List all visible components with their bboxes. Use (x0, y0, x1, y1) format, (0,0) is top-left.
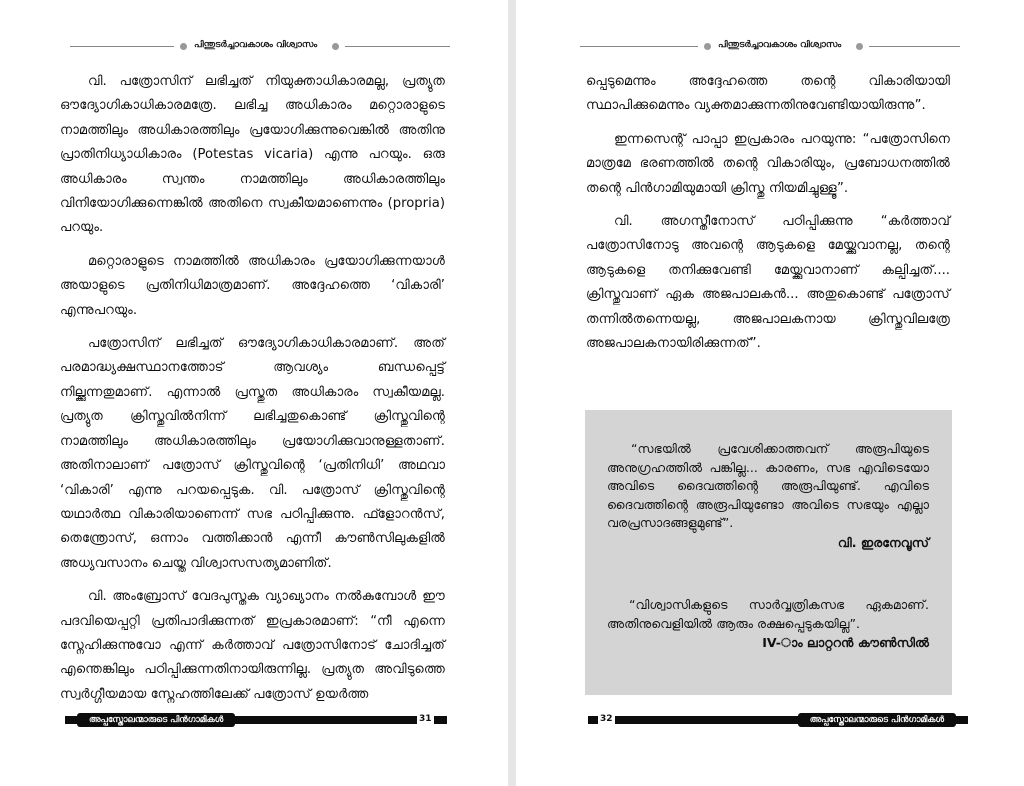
footer-title: അപ്പസ്തോലന്മാരുടെ പിൻഗാമികൾ (77, 713, 235, 727)
quote-text: “സഭയിൽ പ്രവേശിക്കാത്തവന് അരൂപിയുടെ അനുഗ്രഹത്തിൽ പങ്കില്ല... കാരണം, സഭ എവിടെയോ അവിടെ ദൈവത്തിന്റെ അരൂപിയുണ്ട്. എവിടെ ദൈവത്തിന്റെ അരൂപിയുണ്ടോ അവിടെ സഭയും എല്ലാ വരപ്രസാദങ്ങളുമുണ്ട്”. (607, 441, 929, 530)
footer-title: അപ്പസ്തോലന്മാരുടെ പിൻഗാമികൾ (798, 713, 956, 727)
quote-lateran (607, 596, 929, 653)
header-rule (70, 46, 174, 47)
paragraph: വി. അംബ്രോസ് വേദപുസ്തക വ്യാഖ്യാനം നൽകുമ്പോൾ ഈ പദവിയെപ്പറ്റി പ്രതിപാദിക്കുന്നത് ഇപ്രകാരമാണ്: “നീ എന്നെ സ്നേഹിക്കുന്നുവോ എന്ന് കർത്താവ് പത്രോസിനോട് ചോദിച്ചത് എന്തെങ്കിലും പഠിപ്പിക്കുന്നതിനായിരുന്നില്ല. പ്രത്യുത അവിടുത്തെ സ്വർഗ്ഗീയമായ സ്നേഹത്തിലേക്ക് പത്രോസ് ഉയർത്ത (60, 589, 445, 702)
header-title: പിന്തുടർച്ചാവകാശം വിശ്വാസം (718, 40, 842, 50)
continuation-paragraph: പ്പെടുമെന്നും അദ്ദേഹത്തെ തന്റെ വികാരിയായി സ്ഥാപിക്കുമെന്നും വ്യക്തമാക്കുന്നതിനുവേണ്ടിയായിരുന്നു”. (586, 74, 950, 114)
paragraph: ഇന്നസെന്റ് പാപ്പാ ഇപ്രകാരം പറയുന്നു: “പത്രോസിനെ മാത്രമേ ഭരണത്തിൽ തന്റെ വികാരിയും, പ്രബോധനത്തിൽ തന്റെ പിൻഗാമിയുമായി ക്രിസ്തു നിയമിച്ചുള്ളൂ”. (586, 131, 950, 196)
header-dot-left (180, 43, 187, 50)
header-rule (580, 46, 698, 47)
book-gutter (508, 0, 516, 786)
page-number: 32 (600, 714, 613, 724)
paragraph: പത്രോസിന് ലഭിച്ചത് ഔദ്യോഗികാധികാരമാണ്. അത് പരമാദ്ധ്യക്ഷസ്ഥാനത്തോട് ആവശ്യം ബന്ധപ്പെട്ട് നില്ക്കുന്നതുമാണ്. എന്നാൽ പ്രസ്തുത അധികാരം സ്വകീയമല്ല. പ്രത്യുത ക്രിസ്തുവിൽനിന്ന് ലഭിച്ചതുകൊണ്ട് ക്രിസ്തുവിന്റെ നാമത്തിലും അധികാരത്തിലും പ്രയോഗിക്കുവാനുള്ളതാണ്. അതിനാലാണ് പത്രോസ് ക്രിസ്തുവിന്റെ ‘പ്രതിനിധി’ അഥവാ ‘വികാരി’ എന്നു പറയപ്പെടുക. വി. പത്രോസ് ക്രിസ്തുവിന്റെ യഥാർത്ഥ വികാരിയാണെന്ന് സഭ പഠിപ്പിക്കുന്നു. ഫ്ളോറൻസ്, തെന്ത്രോസ്, ഒന്നാം വത്തിക്കാൻ എന്നീ കൗൺസിലുകളിൽ അധ്യവസാനം ചെയ്ത വിശ്വാസസത്യമാണിത്. (60, 336, 445, 571)
paragraph: വി. പത്രോസിന് ലഭിച്ചത് നിയുക്താധികാരമല്ല, പ്രത്യുത ഔദ്യോഗികാധികാരമത്രേ. ലഭിച്ച അധികാരം മറ്റൊരാളുടെ നാമത്തിലും അധികാരത്തിലും പ്രയോഗിക്കുന്നുവെങ്കിൽ അതിനു പ്രാതിനിധ്യാധികാരം (Potestas vicaria) എന്നു പറയും. ഒരു അധികാരം സ്വന്തം നാമത്തിലും അധികാരത്തിലും വിനിയോഗിക്കുന്നെങ്കിൽ അതിനെ സ്വകീയമാണെന്നും (propria) പറയും. (60, 74, 445, 236)
left-body-text (60, 70, 445, 716)
paragraph: മറ്റൊരാളുടെ നാമത്തിൽ അധികാരം പ്രയോഗിക്കുന്നയാൾ അയാളുടെ പ്രതിനിധിമാത്രമാണ്. അദ്ദേഹത്തെ ‘വികാരി’ എന്നുപറയും. (60, 253, 445, 318)
header-dot-right (856, 43, 863, 50)
left-page (0, 0, 508, 786)
header-dot-right (332, 43, 339, 50)
quote-text: “വിശ്വാസികളുടെ സാർവ്വത്രികസഭ ഏകമാണ്. അതിനുവെളിയിൽ ആരും രക്ഷപ്പെടുകയില്ല”. (607, 597, 929, 631)
right-body-text (586, 70, 950, 365)
left-page-header (70, 40, 450, 54)
quote-author: IV-ാം ലാറ്ററൻ കൗൺസിൽ (762, 635, 929, 650)
header-title: പിന്തുടർച്ചാവകാശം വിശ്വാസം (194, 40, 318, 50)
left-page-footer (65, 712, 447, 728)
header-rule (345, 46, 450, 47)
right-page-header (580, 40, 960, 54)
quote-irenaeus (607, 440, 929, 552)
right-page-footer (588, 712, 968, 728)
page-number: 31 (419, 714, 432, 724)
header-dot-left (704, 43, 711, 50)
quote-author: വി. ഇരനേവൂസ് (837, 534, 929, 550)
paragraph: വി. അഗസ്തീനോസ് പഠിപ്പിക്കുന്നു “കർത്താവ് പത്രോസിനോടു അവന്റെ ആടുകളെ മേയ്ക്കുവാനല്ല, തന്റെ ആടുകളെ തനിക്കുവേണ്ടി മേയ്ക്കുവാനാണ് കല്പിച്ചത്.... ക്രിസ്തുവാണ് ഏക അജപാലകൻ... അതുകൊണ്ട് പത്രോസ് തന്നിൽതന്നെയല്ല, അജപാലകനായ ക്രിസ്തുവിലത്രേ അജപാലകനായിരിക്കുന്നത്”. (586, 214, 950, 352)
quote-box (585, 410, 952, 695)
header-rule (869, 46, 960, 47)
